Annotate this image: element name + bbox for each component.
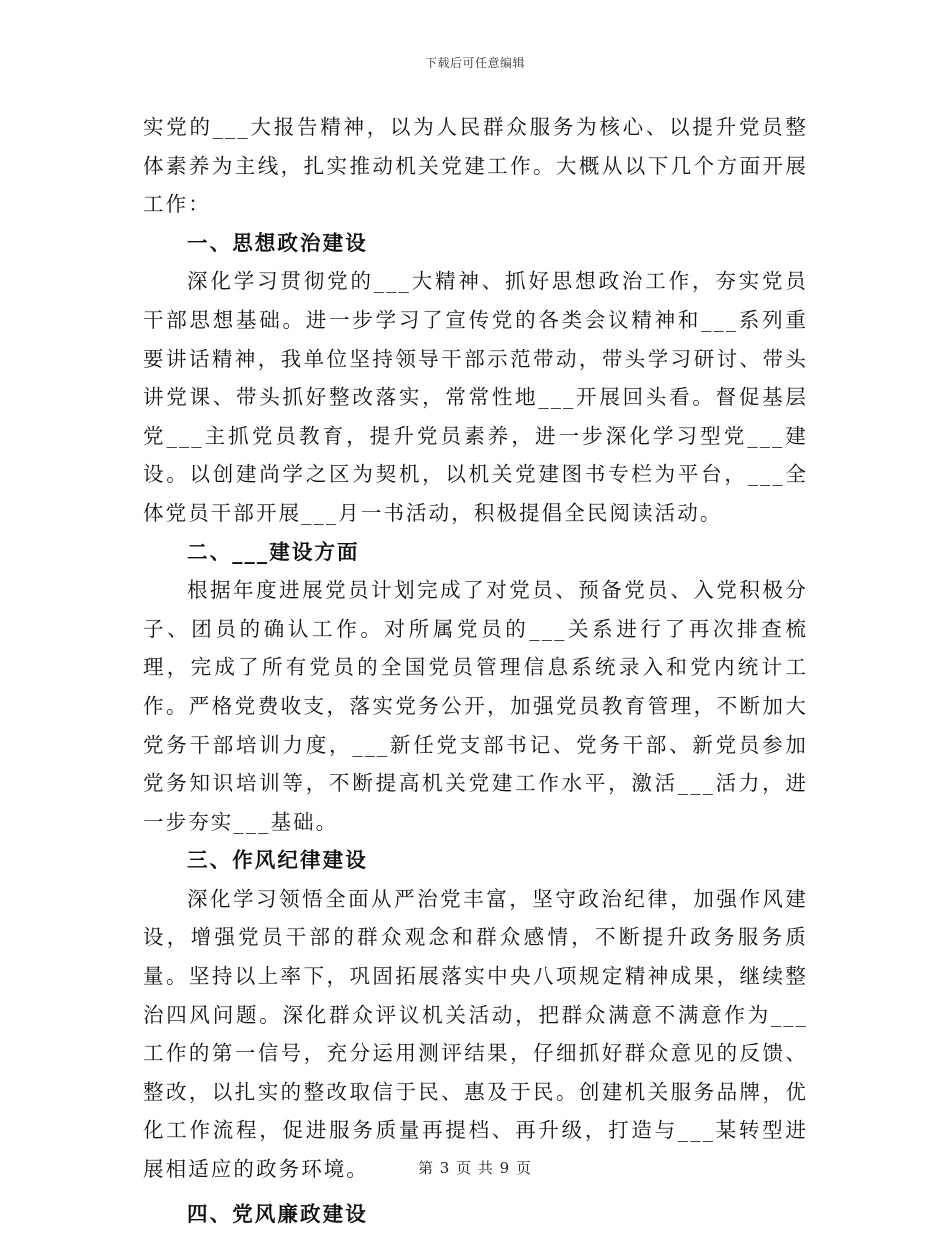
intro-paragraph: 实党的___大报告精神，以为人民群众服务为核心、以提升党员整体素养为主线，扎实推动机关党建工作。大概从以下几个方面开展工作： [143,115,808,217]
section-paragraph-3: 深化学习领悟全面从严治党丰富，坚守政治纪律，加强作风建设，增强党员干部的群众观念和群众感情，不断提升政务服务质量。坚持以上率下，巩固拓展落实中央八项规定精神成果，继续整治四风问题。深化群众评议机关活动，把群众满意不满意作为___工作的第一信号，充分运用测评结果，仔细抓好群众意见的反馈、整改，以扎实的整改取信于民、惠及于民。创建机关服务品牌，优化工作流程，促进服务质量再提档、再升级，打造与___某转型进展相适应的政务环境。 [143,886,808,1182]
page-header: 下载后可任意编辑 [424,56,525,70]
page-number: 第 3 页 共 9 页 [418,1159,532,1177]
section-heading-3: 三、作风纪律建设 [187,848,368,873]
document-body [143,108,808,1233]
section-paragraph-1: 深化学习贯彻党的___大精神、抓好思想政治工作，夯实党员干部思想基础。进一步学习了宣传党的各类会议精神和___系列重要讲话精神，我单位坚持领导干部示范带动，带头学习研讨、带头讲党课、带头抓好整改落实，常常性地___开展回头看。督促基层党___主抓党员教育，提升党员素养，进一步深化学习型党___建设。以创建尚学之区为契机，以机关党建图书专栏为平台，___全体党员干部开展___月一书活动，积极提倡全民阅读活动。 [143,269,808,525]
section-heading-4: 四、党风廉政建设 [187,1201,368,1226]
section-heading-2: 二、___建设方面 [187,539,360,564]
section-paragraph-2: 根据年度进展党员计划完成了对党员、预备党员、入党积极分子、团员的确认工作。对所属党员的___关系进行了再次排查梳理，完成了所有党员的全国党员管理信息系统录入和党内统计工作。严格党费收支，落实党务公开，加强党员教育管理，不断加大党务干部培训力度，___新任党支部书记、党务干部、新党员参加党务知识培训等，不断提高机关党建工作水平，激活___活力，进一步夯实___基础。 [143,578,808,834]
section-heading-1: 一、思想政治建设 [187,230,368,255]
